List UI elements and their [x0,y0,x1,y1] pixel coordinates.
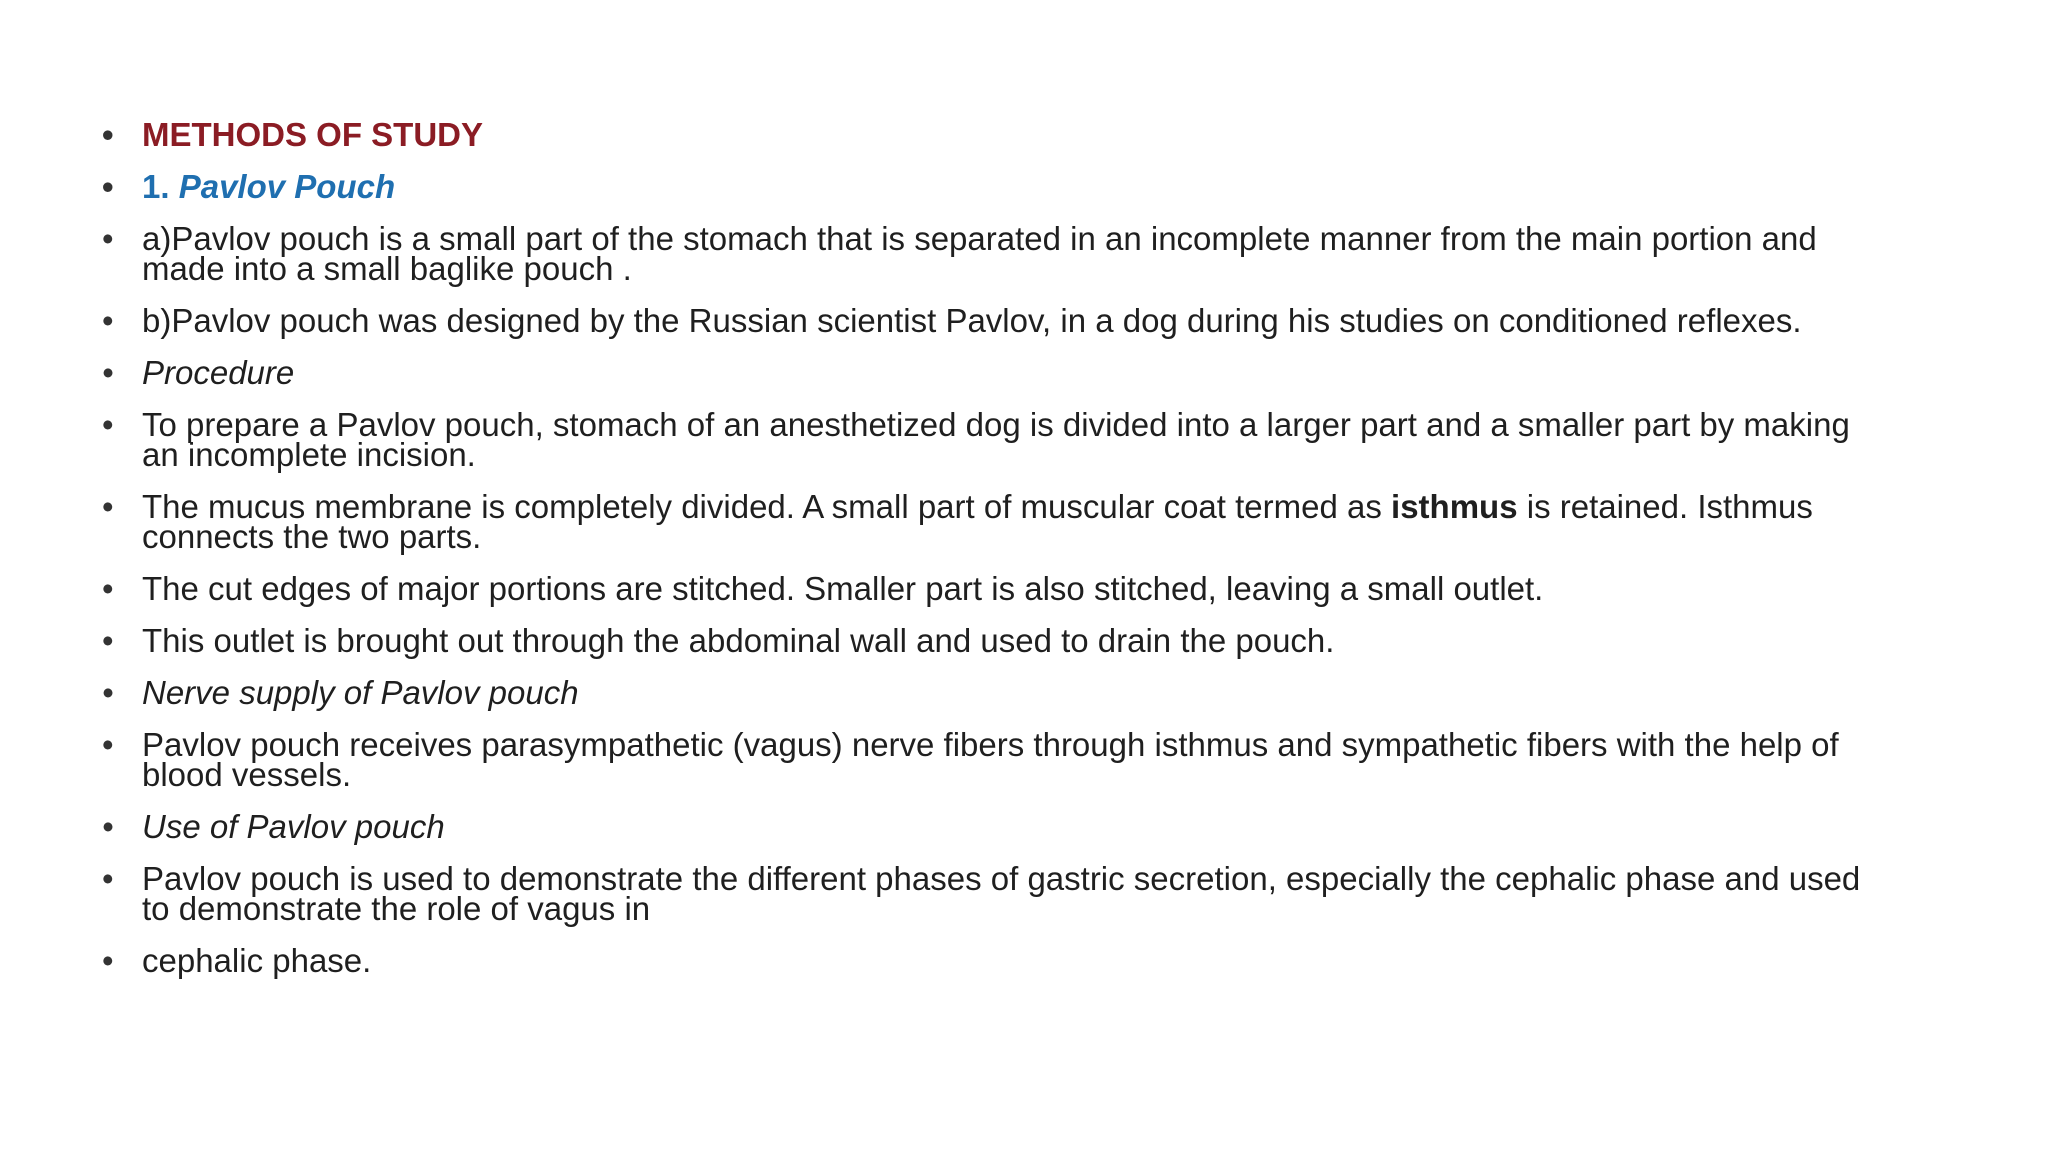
point-a-text: a)Pavlov pouch is a small part of the stomach that is separated in an incomplete manner from the main portion and made into a small baglike pouch . [142,220,1817,287]
bullet-icon: • [102,674,114,711]
bullet-list [102,116,1882,998]
bullet-icon: • [102,168,114,205]
section-title: Pavlov Pouch [178,168,396,205]
bullet-icon: • [102,942,114,979]
nerve-heading [102,674,1882,711]
bullet-icon: • [102,488,114,525]
bullet-icon: • [102,808,114,845]
list-item-point-b [102,302,1882,339]
list-item-point-a [102,220,1882,287]
use-heading [102,808,1882,845]
nerve-heading-text: Nerve supply of Pavlov pouch [142,674,579,711]
procedure-heading-text: Procedure [142,354,295,391]
bullet-icon: • [102,302,114,339]
procedure-3-text: The cut edges of major portions are stitched. Smaller part is also stitched, leaving a small outlet. [142,570,1544,607]
list-item-procedure-4 [102,622,1882,659]
list-item-procedure-1 [102,406,1882,473]
list-item-use [102,860,1882,927]
section-heading [102,168,1882,205]
section-number: 1. [142,168,179,205]
list-item-use-cont [102,942,1882,979]
bullet-icon: • [102,860,114,897]
procedure-heading [102,354,1882,391]
use-text: Pavlov pouch is used to demonstrate the different phases of gastric secretion, especially the cephalic phase and used to demonstrate the role of vagus in [142,860,1861,927]
bullet-icon: • [102,354,114,391]
bullet-icon: • [102,726,114,763]
procedure-2-text-post: is retained. Isthmus connects the two parts. [142,488,1813,555]
use-text-cont: cephalic phase. [142,942,372,979]
bullet-icon: • [102,116,114,153]
procedure-1-text: To prepare a Pavlov pouch, stomach of an anesthetized dog is divided into a larger part and a smaller part by making an incomplete incision. [142,406,1850,473]
nerve-text: Pavlov pouch receives parasympathetic (vagus) nerve fibers through isthmus and sympathetic fibers with the help of blood vessels. [142,726,1839,793]
procedure-2-text-pre: The mucus membrane is completely divided. A small part of muscular coat termed as [142,488,1392,525]
use-heading-text: Use of Pavlov pouch [142,808,445,845]
title-text: METHODS OF STUDY [142,116,484,153]
procedure-4-text: This outlet is brought out through the abdominal wall and used to drain the pouch. [142,622,1335,659]
list-item-procedure-3 [102,570,1882,607]
isthmus-term: isthmus [1391,488,1518,525]
bullet-icon: • [102,570,114,607]
bullet-icon: • [102,220,114,257]
list-item-procedure-2 [102,488,1882,555]
slide-title [102,116,1882,153]
bullet-icon: • [102,622,114,659]
bullet-icon: • [102,406,114,443]
point-b-text: b)Pavlov pouch was designed by the Russian scientist Pavlov, in a dog during his studies on conditioned reflexes. [142,302,1802,339]
list-item-nerve [102,726,1882,793]
